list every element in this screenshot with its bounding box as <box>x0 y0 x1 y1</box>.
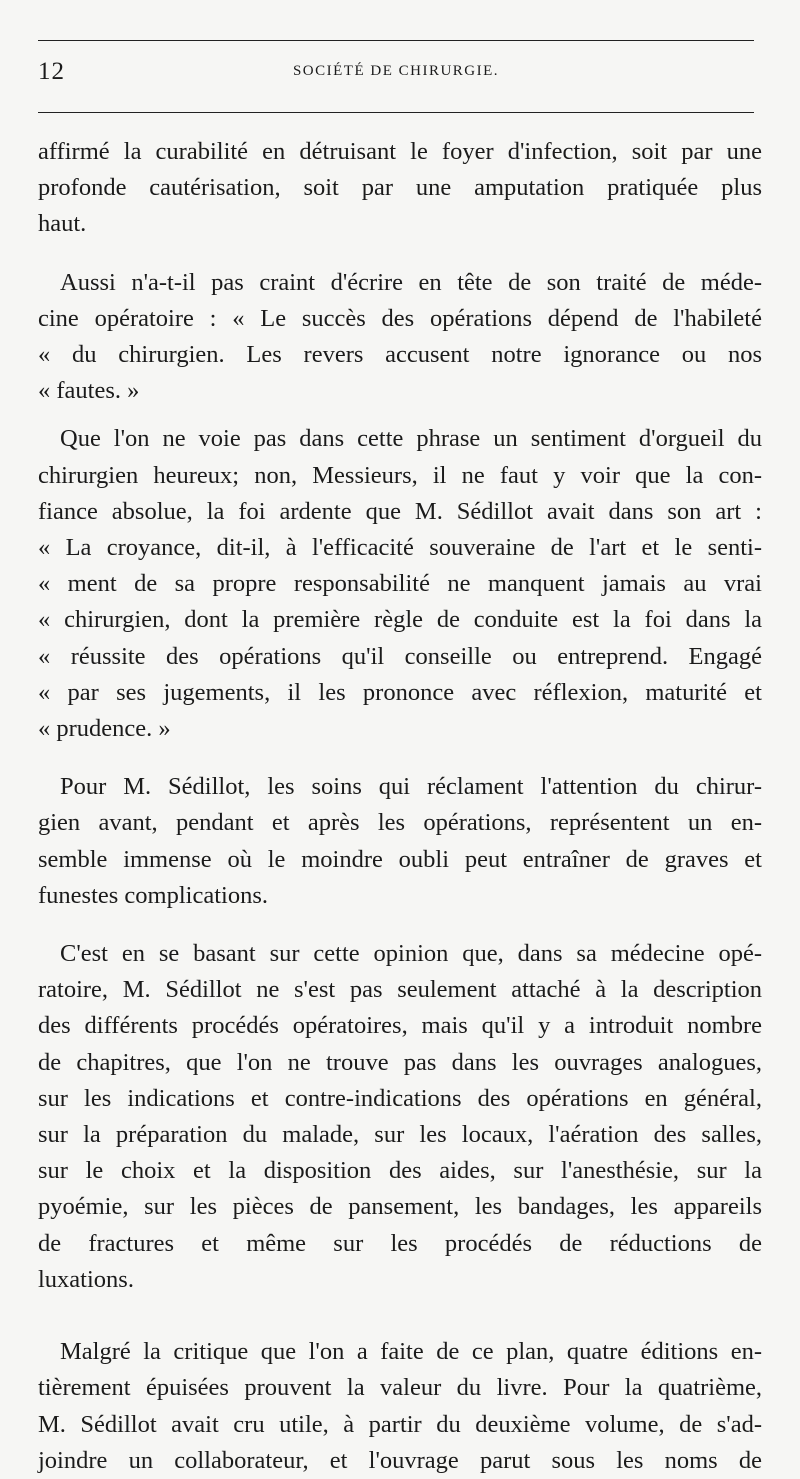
paragraph <box>38 769 762 914</box>
paragraph <box>38 936 762 1298</box>
text-line: de chapitres, que l'on ne trouve pas dans les ouvrages analogues, <box>38 1048 762 1076</box>
paragraph-gap <box>38 1298 762 1334</box>
page-header <box>38 58 754 92</box>
paragraph <box>38 134 762 243</box>
text-line: Malgré la critique que l'on a faite de ce plan, quatre éditions en- <box>60 1338 762 1366</box>
body-text <box>38 134 762 1479</box>
paragraph-gap <box>38 243 762 265</box>
text-line: « par ses jugements, il les prononce avec réflexion, maturité et <box>38 678 762 706</box>
paragraph <box>38 1334 762 1479</box>
header-rule-top <box>38 40 754 41</box>
paragraph <box>38 265 762 410</box>
text-line: gien avant, pendant et après les opérations, représentent un en- <box>38 809 762 837</box>
text-line: ratoire, M. Sédillot ne s'est pas seulement attaché à la description <box>38 976 762 1004</box>
page-number: 12 <box>38 58 65 85</box>
text-line: de fractures et même sur les procédés de réductions de <box>38 1229 762 1257</box>
text-line: C'est en se basant sur cette opinion que, dans sa médecine opé- <box>60 940 762 968</box>
text-line: « du chirurgien. Les revers accusent notre ignorance ou nos <box>38 341 762 369</box>
text-line: Que l'on ne voie pas dans cette phrase un sentiment d'orgueil du <box>60 425 762 453</box>
text-line: « chirurgien, dont la première règle de conduite est la foi dans la <box>38 606 762 634</box>
text-line: Aussi n'a-t-il pas craint d'écrire en tête de son traité de méde- <box>60 268 762 296</box>
text-line: « prudence. » <box>38 715 171 743</box>
paragraph-gap <box>38 747 762 769</box>
text-line: sur la préparation du malade, sur les locaux, l'aération des salles, <box>38 1121 762 1149</box>
text-line: joindre un collaborateur, et l'ouvrage parut sous les noms de <box>38 1446 762 1474</box>
text-line: Pour M. Sédillot, les soins qui réclament l'attention du chirur- <box>60 773 762 801</box>
text-line: semble immense où le moindre oubli peut entraîner de graves et <box>38 845 762 873</box>
text-line: chirurgien heureux; non, Messieurs, il ne faut y voir que la con- <box>38 461 762 489</box>
text-line: « fautes. » <box>38 377 140 405</box>
text-line: tièrement épuisées prouvent la valeur du livre. Pour la quatrième, <box>38 1374 762 1402</box>
header-rule-bottom <box>38 112 754 113</box>
paragraph-gap <box>38 914 762 936</box>
text-line: des différents procédés opératoires, mais qu'il y a introduit nombre <box>38 1012 762 1040</box>
text-line: « ment de sa propre responsabilité ne manquent jamais au vrai <box>38 570 762 598</box>
text-line: « réussite des opérations qu'il conseille ou entreprend. Engagé <box>38 642 762 670</box>
paragraph-gap <box>38 409 762 421</box>
text-line: pyoémie, sur les pièces de pansement, les bandages, les appareils <box>38 1193 762 1221</box>
text-line: sur les indications et contre-indications des opérations en général, <box>38 1084 762 1112</box>
text-line: M. Sédillot avait cru utile, à partir du deuxième volume, de s'ad- <box>38 1410 762 1438</box>
text-line: « La croyance, dit-il, à l'efficacité souveraine de l'art et le senti- <box>38 534 762 562</box>
running-head: SOCIÉTÉ DE CHIRURGIE. <box>292 63 500 79</box>
text-line: fiance absolue, la foi ardente que M. Sédillot avait dans son art : <box>38 497 762 525</box>
paragraph <box>38 421 762 747</box>
text-line: funestes complications. <box>38 881 268 909</box>
text-line: cine opératoire : « Le succès des opérations dépend de l'habileté <box>38 304 762 332</box>
text-line: luxations. <box>38 1265 134 1293</box>
text-line: affirmé la curabilité en détruisant le foyer d'infection, soit par une <box>38 138 762 165</box>
text-line: profonde cautérisation, soit par une amputation pratiquée plus <box>38 174 762 202</box>
text-line: sur le choix et la disposition des aides, sur l'anesthésie, sur la <box>38 1157 762 1185</box>
text-line: haut. <box>38 210 87 238</box>
